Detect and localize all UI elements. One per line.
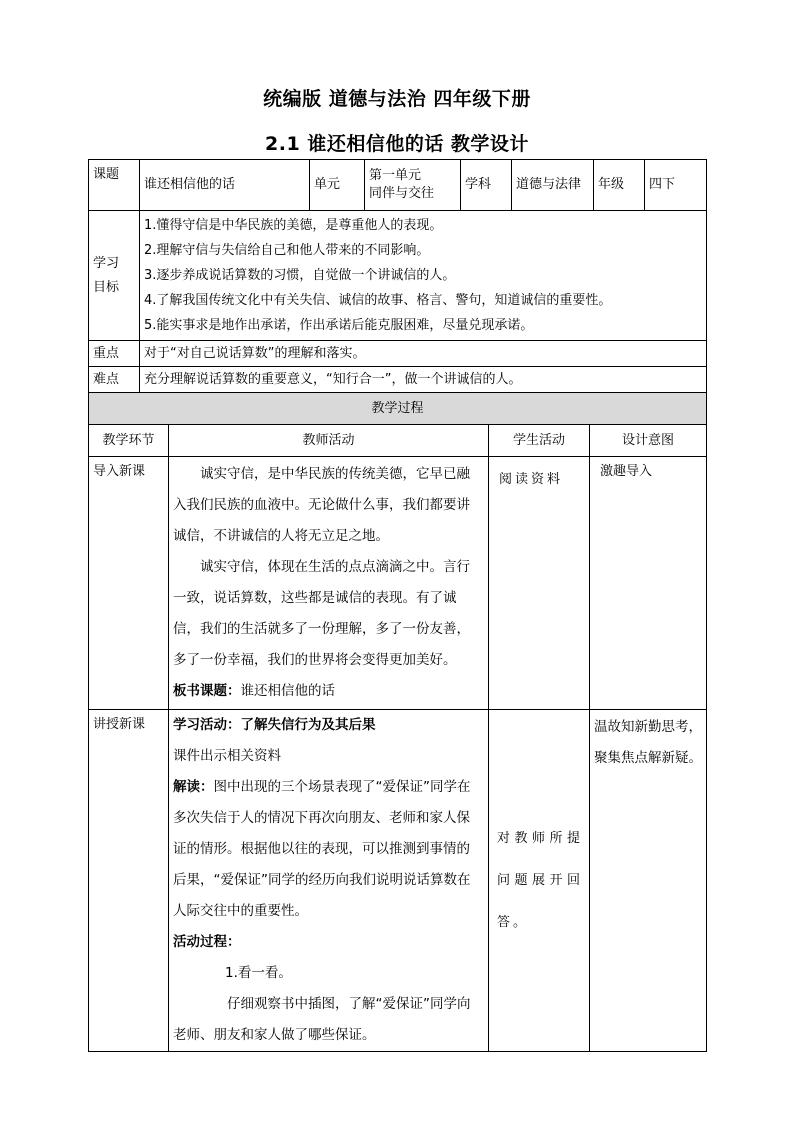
lesson-title: 2.1 谁还相信他的话 教学设计 <box>265 133 529 155</box>
process-columns-row <box>89 425 707 457</box>
column-header-teacher: 教师活动 <box>169 425 489 457</box>
goal-item: 5.能实事求是地作出承诺，作出承诺后能克服困难，尽量兑现承诺。 <box>144 318 534 333</box>
goals-label <box>89 211 140 341</box>
info-row <box>89 160 707 211</box>
step-text: 仔细观察书中插图，了解“爱保证”同学向老师、朋友和家人做了哪些保证。 <box>173 996 471 1043</box>
lecture-stage: 讲授新课 <box>89 710 169 1052</box>
lecture-student-text: 对教师所提问题展开回答。 <box>497 830 583 930</box>
lecture-row <box>89 710 707 1052</box>
key-point-label: 重点 <box>89 341 140 367</box>
process-heading-row <box>89 393 707 425</box>
grade-label: 年级 <box>594 160 645 211</box>
difficulty-label: 难点 <box>89 367 140 393</box>
column-header-stage: 教学环节 <box>89 425 169 457</box>
goals-label-line2: 目标 <box>93 279 120 295</box>
grade-value: 四下 <box>645 160 707 211</box>
goals-label-line1: 学习 <box>93 255 120 271</box>
goal-item: 3.逐步养成说话算数的习惯，自觉做一个讲诚信的人。 <box>144 268 456 283</box>
unit-value <box>365 160 461 211</box>
courseware-note: 课件出示相关资料 <box>173 748 281 764</box>
activity-title: 学习活动：了解失信行为及其后果 <box>173 717 376 733</box>
subject-value: 道德与法律 <box>512 160 594 211</box>
subject-label: 学科 <box>461 160 512 211</box>
step-title: 1.看一看。 <box>225 965 292 981</box>
intro-row <box>89 457 707 710</box>
difficulty-row <box>89 367 707 393</box>
column-header-student: 学生活动 <box>489 425 590 457</box>
interpretation-label: 解读： <box>173 779 214 795</box>
key-point-row <box>89 341 707 367</box>
board-title-text: 谁还相信他的话 <box>240 683 335 699</box>
board-title-line <box>173 676 482 707</box>
intro-paragraph: 诚实守信，体现在生活的点点滴滴之中。言行一致，说话算数，这些都是诚信的表现。有了诚信，我们的生活就多了一份理解，多了一份友善，多了一份幸福，我们的世界将会变得更加美好。 <box>173 559 470 668</box>
topic-label: 课题 <box>89 160 140 211</box>
goal-item: 4.了解我国传统文化中有关失信、诚信的故事、格言、警句，知道诚信的重要性。 <box>144 293 612 308</box>
intro-stage: 导入新课 <box>89 457 169 710</box>
process-label: 活动过程： <box>173 934 241 950</box>
goal-item: 2.理解守信与失信给自己和他人带来的不同影响。 <box>144 243 430 258</box>
unit-value-line1: 第一单元 <box>369 168 422 183</box>
intro-teacher-activity <box>169 457 489 710</box>
intro-paragraph: 诚实守信，是中华民族的传统美德，它早已融入我们民族的血液中。无论做什么事，我们都要讲诚信，不讲诚信的人将无立足之地。 <box>173 466 470 544</box>
unit-value-line2: 同伴与交往 <box>369 186 435 201</box>
interpretation-text: 图中出现的三个场景表现了“爱保证”同学在多次失信于人的情况下再次向朋友、老师和家人保证的情形。根据他以往的表现，可以推测到事情的后果，“爱保证”同学的经历向我们说明说话算数在人际交往中的重要性。 <box>173 779 471 919</box>
difficulty-text: 充分理解说话算数的重要意义，“知行合一”，做一个讲诚信的人。 <box>140 367 707 393</box>
document-title: 统编版 道德与法治 四年级下册 <box>263 88 531 110</box>
unit-label: 单元 <box>310 160 365 211</box>
lecture-design-intent: 温故知新勤思考，聚集焦点解新疑。 <box>590 710 707 1052</box>
key-point-text: 对于“对自己说话算数”的理解和落实。 <box>140 341 707 367</box>
goals-list <box>140 211 707 341</box>
column-header-intent: 设计意图 <box>590 425 707 457</box>
board-title-label: 板书课题： <box>173 683 241 699</box>
goals-row <box>89 211 707 341</box>
process-heading: 教学过程 <box>89 393 707 425</box>
interpretation <box>173 772 482 927</box>
intro-student-activity <box>489 457 590 710</box>
goal-item: 1.懂得守信是中华民族的美德，是尊重他人的表现。 <box>144 218 443 233</box>
lecture-teacher-activity <box>169 710 489 1052</box>
lecture-student-activity <box>489 710 590 1052</box>
lesson-info-table <box>88 159 707 425</box>
topic-value: 谁还相信他的话 <box>140 160 310 211</box>
intro-design-intent: 激趣导入 <box>590 457 707 710</box>
teaching-process-table <box>88 424 707 1052</box>
intro-student-text: 阅读资料 <box>499 472 564 487</box>
